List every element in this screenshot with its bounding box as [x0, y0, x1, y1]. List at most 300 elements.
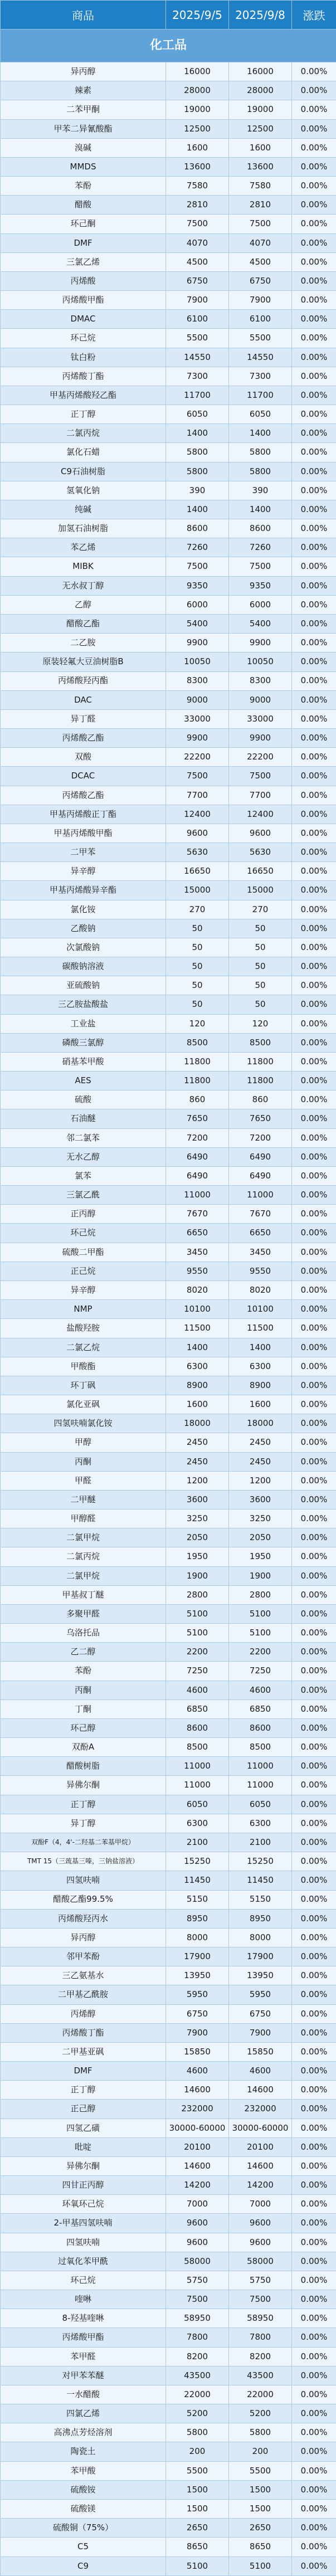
cell-change: 0.00% [292, 1814, 336, 1833]
cell-commodity: 异丙醇 [1, 62, 166, 81]
cell-commodity: 环己烷 [1, 2271, 166, 2290]
cell-commodity: 二氯甲烷 [1, 1566, 166, 1585]
cell-price-2: 11800 [229, 1052, 292, 1071]
cell-price-1: 8020 [166, 1281, 229, 1300]
cell-price-1: 2050 [166, 1528, 229, 1547]
cell-price-1: 7900 [166, 291, 229, 310]
cell-price-2: 8020 [229, 1281, 292, 1300]
cell-price-2: 5800 [229, 462, 292, 481]
cell-price-2: 6300 [229, 1357, 292, 1376]
cell-change: 0.00% [292, 1128, 336, 1147]
cell-commodity: 异丁醇 [1, 1814, 166, 1833]
cell-commodity: 二苯甲酮 [1, 100, 166, 119]
cell-price-1: 58950 [166, 2309, 229, 2328]
table-row [1, 919, 336, 938]
cell-price-1: 390 [166, 481, 229, 500]
cell-commodity: 二甲基乙酰胺 [1, 1985, 166, 2004]
cell-commodity: 四氢呋喃 [1, 2233, 166, 2252]
cell-change: 0.00% [292, 957, 336, 976]
cell-change: 0.00% [292, 2385, 336, 2404]
cell-change: 0.00% [292, 271, 336, 290]
cell-change: 0.00% [292, 2519, 336, 2538]
cell-price-1: 1400 [166, 1338, 229, 1357]
cell-price-2: 11000 [229, 1776, 292, 1795]
cell-price-1: 7700 [166, 786, 229, 805]
table-row [1, 348, 336, 367]
table-row [1, 1224, 336, 1243]
cell-change: 0.00% [292, 2538, 336, 2556]
cell-change: 0.00% [292, 595, 336, 614]
cell-commodity: 丙烯酸丁酯 [1, 367, 166, 386]
cell-commodity: 硫酸 [1, 1090, 166, 1109]
cell-price-2: 2050 [229, 1528, 292, 1547]
cell-change: 0.00% [292, 2100, 336, 2119]
cell-commodity: 正丁醇 [1, 405, 166, 424]
cell-commodity: 氯化铵 [1, 900, 166, 919]
cell-price-2: 5750 [229, 2271, 292, 2290]
table-row [1, 1014, 336, 1033]
cell-price-2: 5200 [229, 2404, 292, 2423]
table-row [1, 1490, 336, 1509]
cell-change: 0.00% [292, 1509, 336, 1528]
cell-price-1: 5100 [166, 2556, 229, 2575]
cell-price-1: 6050 [166, 1795, 229, 1814]
cell-price-2: 7800 [229, 2328, 292, 2347]
cell-price-2: 120 [229, 1014, 292, 1033]
cell-commodity: 丙烯酸羟丙水 [1, 1909, 166, 1928]
cell-price-1: 14550 [166, 348, 229, 367]
cell-price-1: 8950 [166, 1909, 229, 1928]
cell-price-2: 1900 [229, 1566, 292, 1585]
table-row [1, 2423, 336, 2442]
table-row [1, 2119, 336, 2137]
cell-price-2: 14550 [229, 348, 292, 367]
cell-commodity: 甲醛 [1, 1471, 166, 1490]
cell-commodity: 三乙氨基水 [1, 1966, 166, 1985]
table-row [1, 2309, 336, 2328]
table-row [1, 62, 336, 81]
cell-commodity: 异辛醇 [1, 862, 166, 881]
cell-commodity: 硫酸铜（75%） [1, 2519, 166, 2538]
cell-price-2: 860 [229, 1090, 292, 1109]
cell-price-1: 12500 [166, 119, 229, 138]
cell-price-2: 1600 [229, 138, 292, 157]
cell-price-1: 15850 [166, 2042, 229, 2061]
cell-price-1: 7300 [166, 367, 229, 386]
cell-change: 0.00% [292, 1452, 336, 1471]
cell-price-2: 5400 [229, 614, 292, 633]
table-row [1, 1528, 336, 1547]
cell-price-1: 7500 [166, 2290, 229, 2309]
cell-price-2: 6050 [229, 405, 292, 424]
cell-change: 0.00% [292, 233, 336, 252]
cell-price-1: 15000 [166, 881, 229, 900]
cell-commodity: 丙烯醇 [1, 2004, 166, 2023]
cell-price-2: 43500 [229, 2366, 292, 2385]
cell-price-2: 7200 [229, 1128, 292, 1147]
cell-commodity: 8-羟基喹啉 [1, 2309, 166, 2328]
cell-commodity: 高沸点芳烃溶剂 [1, 2423, 166, 2442]
cell-price-1: 7500 [166, 557, 229, 576]
cell-price-2: 50 [229, 976, 292, 995]
table-row [1, 138, 336, 157]
cell-commodity: 苯甲酸 [1, 2461, 166, 2480]
cell-price-2: 3600 [229, 1490, 292, 1509]
table-row [1, 100, 336, 119]
cell-price-2: 1400 [229, 500, 292, 519]
cell-commodity: 甲醇醛 [1, 1509, 166, 1528]
table-row [1, 1509, 336, 1528]
table-row [1, 1433, 336, 1452]
cell-change: 0.00% [292, 995, 336, 1014]
cell-price-1: 5750 [166, 2271, 229, 2290]
cell-change: 0.00% [292, 748, 336, 767]
cell-price-2: 8500 [229, 1738, 292, 1757]
cell-price-1: 20100 [166, 2137, 229, 2156]
cell-commodity: 二甲苯 [1, 843, 166, 862]
cell-price-1: 5800 [166, 462, 229, 481]
cell-commodity: DMF [1, 233, 166, 252]
cell-change: 0.00% [292, 1528, 336, 1547]
cell-change: 0.00% [292, 1928, 336, 1947]
cell-price-1: 18000 [166, 1414, 229, 1433]
cell-price-2: 200 [229, 2442, 292, 2461]
cell-price-1: 5150 [166, 1890, 229, 1909]
cell-change: 0.00% [292, 634, 336, 652]
table-row [1, 824, 336, 843]
table-row [1, 1376, 336, 1395]
cell-commodity: 丙烯酸乙酯 [1, 786, 166, 805]
cell-price-1: 5800 [166, 2423, 229, 2442]
cell-price-1: 4500 [166, 252, 229, 271]
cell-commodity: C5 [1, 2538, 166, 2556]
cell-price-1: 15250 [166, 1852, 229, 1871]
cell-price-1: 50 [166, 938, 229, 957]
cell-price-2: 7580 [229, 177, 292, 196]
cell-commodity: 原装轻氟大豆油树脂B [1, 652, 166, 671]
cell-commodity: 四氯乙烯 [1, 2404, 166, 2423]
cell-change: 0.00% [292, 1566, 336, 1585]
table-row [1, 1547, 336, 1566]
cell-price-1: 200 [166, 2442, 229, 2461]
cell-price-2: 5100 [229, 1624, 292, 1643]
table-row [1, 557, 336, 576]
cell-price-2: 1200 [229, 1471, 292, 1490]
cell-price-2: 11700 [229, 386, 292, 405]
table-row [1, 443, 336, 462]
cell-price-1: 7200 [166, 1128, 229, 1147]
cell-change: 0.00% [292, 1909, 336, 1928]
cell-price-1: 8600 [166, 519, 229, 538]
cell-price-1: 8500 [166, 1033, 229, 1052]
cell-price-1: 2450 [166, 1452, 229, 1471]
cell-change: 0.00% [292, 690, 336, 709]
cell-change: 0.00% [292, 2195, 336, 2214]
cell-commodity: 正己烷 [1, 1262, 166, 1280]
cell-price-1: 2810 [166, 196, 229, 215]
table-row [1, 119, 336, 138]
cell-price-2: 2100 [229, 1833, 292, 1852]
cell-change: 0.00% [292, 1357, 336, 1376]
cell-change: 0.00% [292, 881, 336, 900]
cell-price-1: 8900 [166, 1376, 229, 1395]
cell-change: 0.00% [292, 1281, 336, 1300]
cell-change: 0.00% [292, 1376, 336, 1395]
cell-commodity: 过氧化苯甲酰 [1, 2252, 166, 2271]
cell-commodity: 醋酸乙酯99.5% [1, 1890, 166, 1909]
cell-price-2: 8300 [229, 671, 292, 690]
table-row [1, 1205, 336, 1224]
cell-change: 0.00% [292, 157, 336, 176]
cell-change: 0.00% [292, 1738, 336, 1757]
table-row [1, 424, 336, 443]
cell-price-1: 17900 [166, 1947, 229, 1966]
cell-change: 0.00% [292, 2366, 336, 2385]
cell-commodity: 甲基叔丁醚 [1, 1585, 166, 1604]
cell-price-2: 20100 [229, 2137, 292, 2156]
cell-price-2: 15000 [229, 881, 292, 900]
cell-commodity: AES [1, 1072, 166, 1090]
cell-price-2: 1600 [229, 1395, 292, 1414]
cell-price-2: 2450 [229, 1452, 292, 1471]
cell-price-2: 7500 [229, 557, 292, 576]
table-row [1, 1281, 336, 1300]
table-row [1, 462, 336, 481]
cell-price-1: 22200 [166, 748, 229, 767]
cell-change: 0.00% [292, 576, 336, 595]
cell-change: 0.00% [292, 329, 336, 348]
table-row [1, 2042, 336, 2061]
cell-commodity: 无水叔丁醇 [1, 576, 166, 595]
table-row [1, 1833, 336, 1852]
cell-price-2: 1400 [229, 424, 292, 443]
cell-price-1: 3250 [166, 1509, 229, 1528]
cell-price-1: 5500 [166, 2461, 229, 2480]
cell-price-2: 8500 [229, 1033, 292, 1052]
table-row [1, 767, 336, 786]
table-row [1, 1585, 336, 1604]
cell-price-1: 6850 [166, 1700, 229, 1718]
cell-change: 0.00% [292, 1090, 336, 1109]
cell-price-1: 8000 [166, 1928, 229, 1947]
cell-commodity: 二氯丙烷 [1, 424, 166, 443]
cell-price-2: 8900 [229, 1376, 292, 1395]
cell-price-2: 6650 [229, 1224, 292, 1243]
cell-commodity: 二甲基亚砜 [1, 2042, 166, 2061]
cell-commodity: C9 [1, 2556, 166, 2575]
cell-change: 0.00% [292, 386, 336, 405]
cell-commodity: 吡啶 [1, 2137, 166, 2156]
cell-price-1: 1900 [166, 1566, 229, 1585]
cell-price-1: 9600 [166, 824, 229, 843]
cell-price-2: 9600 [229, 824, 292, 843]
cell-change: 0.00% [292, 405, 336, 424]
cell-price-2: 6100 [229, 310, 292, 329]
cell-price-1: 19000 [166, 100, 229, 119]
cell-change: 0.00% [292, 1833, 336, 1852]
cell-change: 0.00% [292, 1205, 336, 1224]
table-row [1, 215, 336, 233]
cell-price-1: 8300 [166, 671, 229, 690]
cell-price-2: 5100 [229, 2556, 292, 2575]
cell-price-1: 13950 [166, 1966, 229, 1985]
cell-change: 0.00% [292, 1966, 336, 1985]
cell-price-2: 10100 [229, 1300, 292, 1319]
cell-commodity: 双酚F（4，4'-二羟基二苯基甲烷） [1, 1833, 166, 1852]
cell-change: 0.00% [292, 1224, 336, 1243]
cell-price-2: 9600 [229, 2233, 292, 2252]
table-row [1, 1395, 336, 1414]
cell-price-1: 7670 [166, 1205, 229, 1224]
cell-commodity: 无水乙醇 [1, 1147, 166, 1166]
cell-price-2: 18000 [229, 1414, 292, 1433]
cell-change: 0.00% [292, 1300, 336, 1319]
cell-change: 0.00% [292, 1681, 336, 1700]
cell-price-1: 10050 [166, 652, 229, 671]
cell-price-2: 3450 [229, 1243, 292, 1262]
cell-change: 0.00% [292, 1186, 336, 1205]
cell-commodity: 陶瓷土 [1, 2442, 166, 2461]
cell-change: 0.00% [292, 367, 336, 386]
cell-price-1: 8600 [166, 1718, 229, 1737]
cell-price-2: 9900 [229, 634, 292, 652]
cell-price-2: 390 [229, 481, 292, 500]
cell-price-2: 14600 [229, 2156, 292, 2175]
cell-price-2: 16000 [229, 62, 292, 81]
table-row [1, 2252, 336, 2271]
cell-commodity: 辣素 [1, 81, 166, 100]
cell-price-2: 8000 [229, 1928, 292, 1947]
cell-price-2: 2650 [229, 2519, 292, 2538]
cell-commodity: 苯酚 [1, 1662, 166, 1681]
cell-price-2: 3250 [229, 1509, 292, 1528]
table-row [1, 843, 336, 862]
cell-price-1: 1500 [166, 2500, 229, 2519]
table-row [1, 1871, 336, 1890]
table-row [1, 1947, 336, 1966]
cell-commodity: 氯化石蜡 [1, 443, 166, 462]
cell-price-1: 9600 [166, 2233, 229, 2252]
cell-commodity: 邻二氯苯 [1, 1128, 166, 1147]
table-row [1, 405, 336, 424]
cell-commodity: 乙二醇 [1, 1643, 166, 1662]
table-row [1, 2442, 336, 2461]
cell-commodity: 丙酮 [1, 1681, 166, 1700]
cell-change: 0.00% [292, 1395, 336, 1414]
table-row [1, 1186, 336, 1205]
cell-price-2: 5100 [229, 1604, 292, 1623]
table-row [1, 2519, 336, 2538]
cell-price-1: 860 [166, 1090, 229, 1109]
cell-change: 0.00% [292, 2500, 336, 2519]
table-row [1, 1566, 336, 1585]
cell-price-2: 2450 [229, 1433, 292, 1452]
cell-change: 0.00% [292, 1795, 336, 1814]
cell-price-1: 9600 [166, 2214, 229, 2233]
cell-commodity: 硫酸铵 [1, 2480, 166, 2499]
cell-change: 0.00% [292, 824, 336, 843]
cell-change: 0.00% [292, 2556, 336, 2575]
cell-price-2: 4070 [229, 233, 292, 252]
cell-price-2: 7260 [229, 538, 292, 557]
table-row [1, 1814, 336, 1833]
table-row [1, 2176, 336, 2195]
cell-change: 0.00% [292, 671, 336, 690]
table-row [1, 900, 336, 919]
cell-commodity: 环己烷 [1, 329, 166, 348]
cell-commodity: DCAC [1, 767, 166, 786]
cell-price-1: 58000 [166, 2252, 229, 2271]
cell-commodity: 氢氧化钠 [1, 481, 166, 500]
cell-change: 0.00% [292, 938, 336, 957]
table-row [1, 291, 336, 310]
table-row [1, 2214, 336, 2233]
cell-price-2: 5950 [229, 1985, 292, 2004]
cell-commodity: 丙烯酸丁酯 [1, 2023, 166, 2042]
table-row [1, 252, 336, 271]
table-row [1, 1300, 336, 1319]
cell-commodity: 苯乙烯 [1, 538, 166, 557]
cell-commodity: 四氢呋喃 [1, 1871, 166, 1890]
cell-commodity: 甲苯二异氰酸酯 [1, 119, 166, 138]
table-row [1, 995, 336, 1014]
cell-price-2: 7300 [229, 367, 292, 386]
cell-commodity: 硫酸二甲酯 [1, 1243, 166, 1262]
cell-price-1: 2100 [166, 1833, 229, 1852]
cell-price-1: 33000 [166, 709, 229, 728]
cell-commodity: 丙烯酸羟丙酯 [1, 671, 166, 690]
cell-price-2: 7700 [229, 786, 292, 805]
table-row [1, 938, 336, 957]
cell-commodity: 二氯丙烷 [1, 1547, 166, 1566]
table-row [1, 1452, 336, 1471]
cell-price-1: 1950 [166, 1547, 229, 1566]
cell-price-1: 6750 [166, 2004, 229, 2023]
cell-commodity: NMP [1, 1300, 166, 1319]
cell-price-2: 50 [229, 995, 292, 1014]
cell-price-2: 7500 [229, 767, 292, 786]
cell-change: 0.00% [292, 2404, 336, 2423]
cell-change: 0.00% [292, 481, 336, 500]
table-row [1, 595, 336, 614]
cell-price-1: 1400 [166, 424, 229, 443]
cell-commodity: 甲基丙烯酸异辛酯 [1, 881, 166, 900]
table-row [1, 500, 336, 519]
cell-change: 0.00% [292, 900, 336, 919]
cell-price-2: 9600 [229, 2214, 292, 2233]
cell-price-1: 6050 [166, 405, 229, 424]
cell-change: 0.00% [292, 62, 336, 81]
table-row [1, 2271, 336, 2290]
cell-commodity: 纯碱 [1, 500, 166, 519]
cell-commodity: 甲基丙烯酸正丁酯 [1, 805, 166, 824]
table-row [1, 1338, 336, 1357]
cell-change: 0.00% [292, 614, 336, 633]
table-row [1, 1243, 336, 1262]
table-row [1, 709, 336, 728]
cell-price-2: 5630 [229, 843, 292, 862]
cell-price-1: 1600 [166, 1395, 229, 1414]
cell-change: 0.00% [292, 1109, 336, 1128]
cell-change: 0.00% [292, 138, 336, 157]
cell-price-2: 6000 [229, 595, 292, 614]
table-row [1, 2081, 336, 2100]
table-row [1, 2100, 336, 2119]
cell-change: 0.00% [292, 1166, 336, 1185]
table-row [1, 2500, 336, 2519]
cell-price-1: 8200 [166, 2347, 229, 2366]
cell-change: 0.00% [292, 1243, 336, 1262]
